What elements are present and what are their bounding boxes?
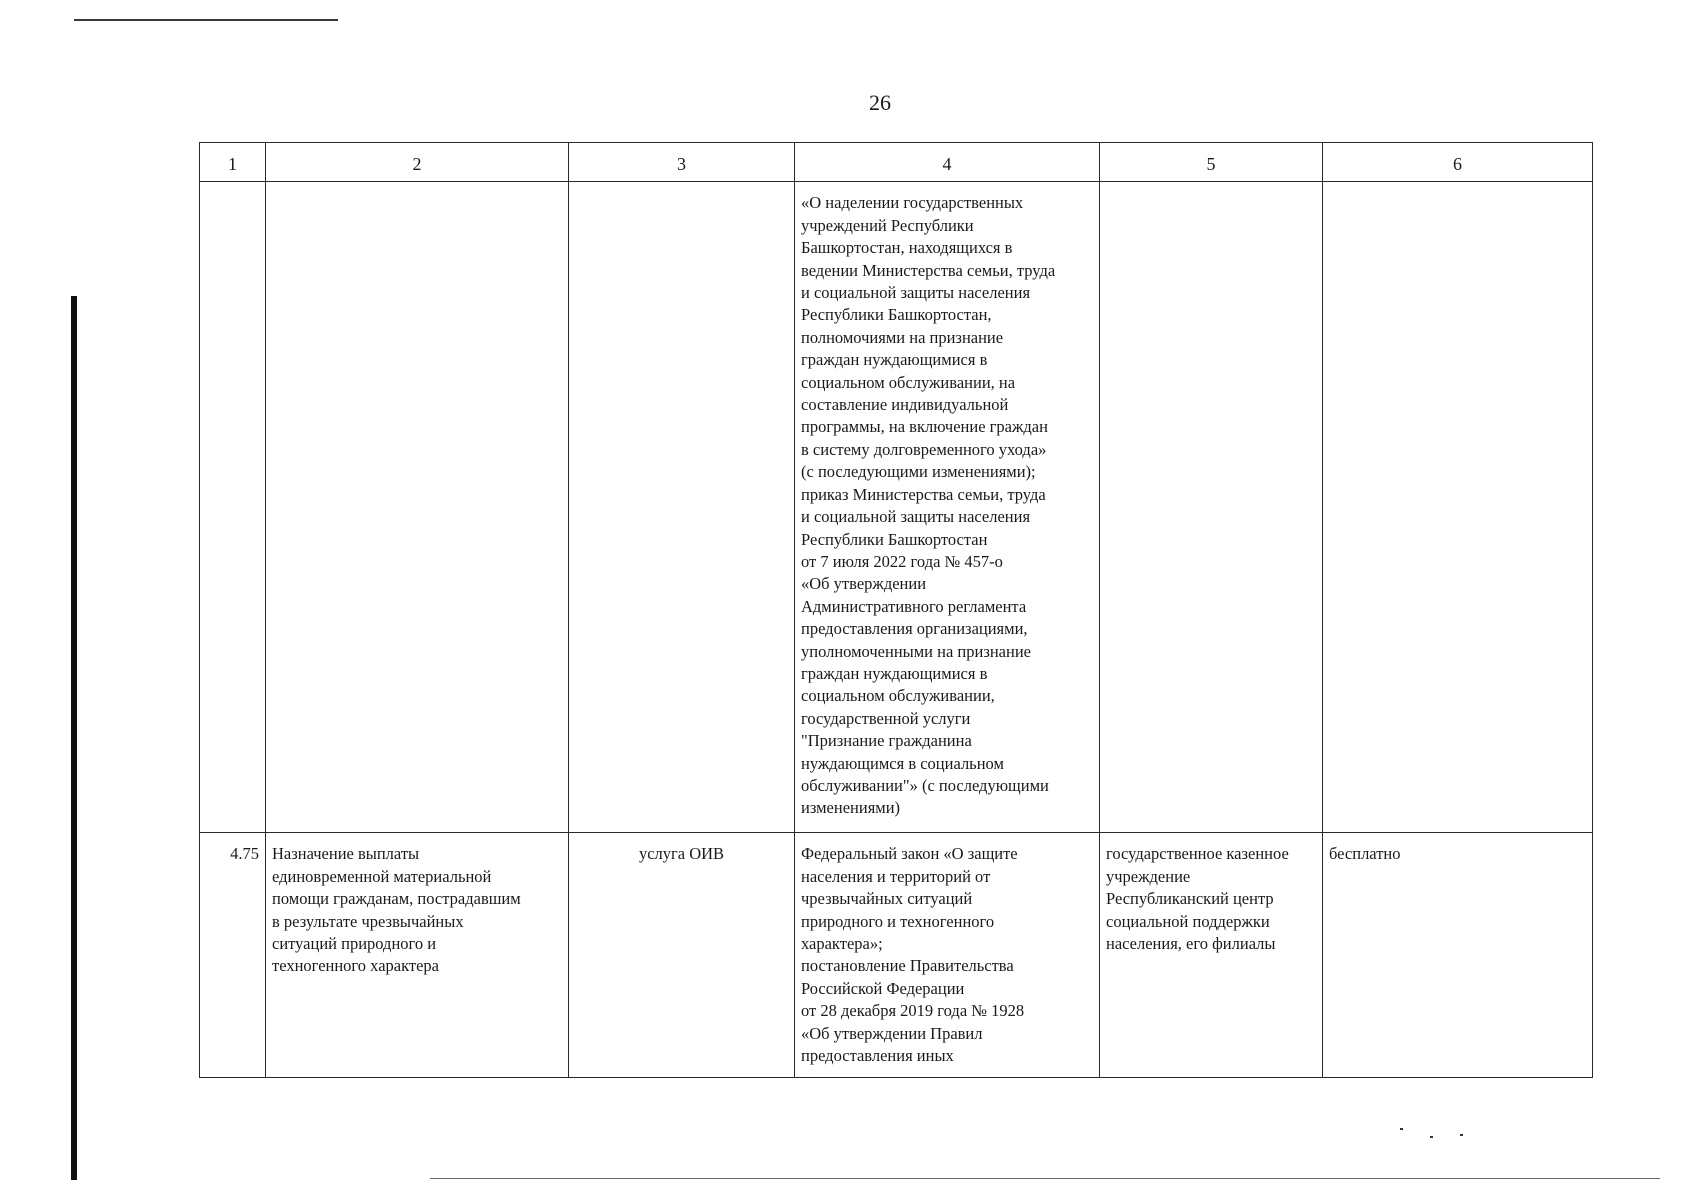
fee-cell: бесплатно: [1323, 833, 1593, 1078]
column-header-6: 6: [1323, 143, 1593, 182]
organization-cell: государственное казенное учреждение Республиканский центр социальной поддержки населения, его филиалы: [1100, 833, 1323, 1078]
row-number-cell: 4.75: [200, 833, 266, 1078]
fee-cell: [1323, 182, 1593, 833]
page-number: 26: [869, 90, 891, 115]
table-row-continuation: [200, 182, 1593, 833]
scan-edge-line-bottom: [430, 1178, 1660, 1179]
table-header-row: [200, 143, 1593, 182]
column-header-1: 1: [200, 143, 266, 182]
column-header-4: 4: [795, 143, 1100, 182]
legal-basis-cell: «О наделении государственных учреждений Республики Башкортостан, находящихся в ведении Министерства семьи, труда и социальной защиты населения Республики Башкортостан, полномочиями на признание граждан нуждающимися в социальном обслуживании, на составление индивидуальной программы, на включение граждан в систему долговременного ухода» (с последующими изменениями); приказ Министерства семьи, труда и социальной защиты населения Республики Башкортостан от 7 июля 2022 года № 457-о «Об утверждении Административного регламента предоставления организациями, уполномоченными на признание граждан нуждающимися в социальном обслуживании, государственной услуги "Признание гражданина нуждающимся в социальном обслуживании"» (с последующими изменениями): [795, 182, 1100, 833]
table-row-4-75: [200, 833, 1593, 1078]
scan-edge-line-top: [74, 19, 338, 21]
column-header-3: 3: [569, 143, 795, 182]
service-name-cell: [266, 182, 569, 833]
organization-cell: [1100, 182, 1323, 833]
service-type-cell: [569, 182, 795, 833]
legal-basis-cell: Федеральный закон «О защите населения и территорий от чрезвычайных ситуаций природного и техногенного характера»; постановление Правительства Российской Федерации от 28 декабря 2019 года № 1928 «Об утверждении Правил предоставления иных: [795, 833, 1100, 1078]
scan-noise-dots: [1400, 1128, 1470, 1148]
row-number-cell: [200, 182, 266, 833]
service-name-cell: Назначение выплаты единовременной материальной помощи гражданам, пострадавшим в результате чрезвычайных ситуаций природного и техногенного характера: [266, 833, 569, 1078]
services-table: [199, 142, 1593, 1078]
column-header-2: 2: [266, 143, 569, 182]
column-header-5: 5: [1100, 143, 1323, 182]
scan-edge-line-left: [71, 296, 77, 1180]
service-type-cell: услуга ОИВ: [569, 833, 795, 1078]
